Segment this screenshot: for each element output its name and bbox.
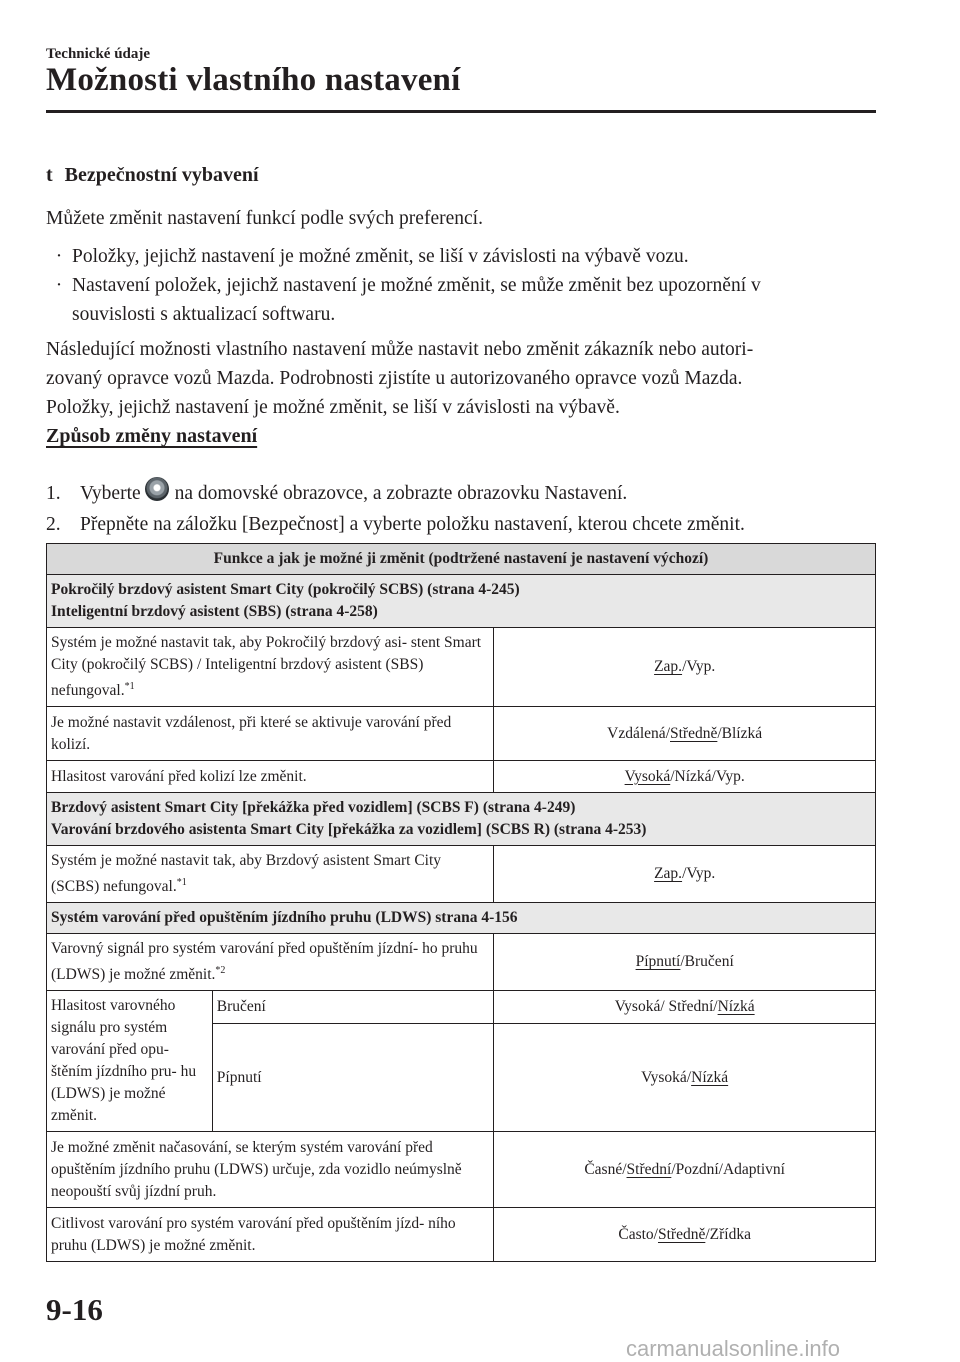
bullet-text: Nastavení položek, jejichž nastavení je možné změnit, se může změnit bez upozornění v souvislosti s aktualizací softwaru.	[72, 275, 761, 325]
section-label: Technické údaje	[46, 46, 151, 62]
setting-description: Citlivost varování pro systém varování před opuštěním jízd- ního pruhu (LDWS) je možné změnit.	[47, 1208, 494, 1262]
settings-table	[46, 543, 876, 1262]
section-marker: t	[46, 164, 53, 186]
page-number: 9-16	[46, 1292, 103, 1327]
setting-options: Vysoká/Nízká/Vyp.	[494, 761, 876, 793]
page-title: Možnosti vlastního nastavení	[46, 62, 461, 98]
table-row	[47, 991, 876, 1023]
table-header-row	[47, 544, 876, 575]
table-group-row: Brzdový asistent Smart City [překážka před vozidlem] (SCBS F) (strana 4-249) Varování brzdového asistenta Smart City [překážka za vozidlem] (SCBS R) (strana 4-253)	[47, 793, 876, 846]
signal-type-label: Pípnutí	[212, 1023, 494, 1132]
settings-gear-icon	[145, 477, 169, 501]
table-row	[47, 1208, 876, 1262]
watermark: carmanualsonline.info	[626, 1336, 841, 1361]
signal-type-label: Bručení	[212, 991, 494, 1023]
table-row	[47, 707, 876, 761]
step-item: 1. Vyberte na domovské obrazovce, a zobrazte obrazovku Nastavení.	[46, 478, 876, 509]
table-row	[47, 934, 876, 991]
setting-description: Hlasitost varovného signálu pro systém varování před opu- štěním jízdního pru- hu (LDWS) je možné změnit.	[47, 991, 213, 1132]
setting-options: Vysoká/Nízká	[494, 1023, 876, 1132]
paragraph-line: zovaný opravce vozů Mazda. Podrobnosti zjistíte u autorizovaného opravce vozů Mazda.	[46, 368, 743, 389]
setting-options: Vysoká/ Střední/Nízká	[494, 991, 876, 1023]
table-group-row: Systém varování před opuštěním jízdního pruhu (LDWS) strana 4-156	[47, 903, 876, 934]
table-header: Funkce a jak je možné ji změnit (podtržené nastavení je nastavení výchozí)	[47, 544, 876, 575]
table-row	[47, 761, 876, 793]
table-row	[47, 846, 876, 903]
table-row	[47, 1132, 876, 1208]
step-item: 2. Přepněte na záložku [Bezpečnost] a vyberte položku nastavení, kterou chcete změnit.	[46, 514, 745, 535]
paragraph-line: Následující možnosti vlastního nastavení může nastavit nebo změnit zákazník nebo autori-	[46, 339, 754, 360]
setting-options: Zap./Vyp.	[494, 628, 876, 707]
setting-options: Časné/Střední/Pozdní/Adaptivní	[494, 1132, 876, 1208]
setting-description: Varovný signál pro systém varování před opuštěním jízdní- ho pruhu (LDWS) je možné změnit.$^{*2}$	[47, 934, 494, 991]
bullet-item: · Nastavení položek, jejichž nastavení je možné změnit, se může změnit bez upozornění v souvislosti s aktualizací softwaru.	[46, 271, 876, 329]
bullet-text: Položky, jejichž nastavení je možné změnit, se liší v závislosti na výbavě vozu.	[72, 246, 689, 267]
bullet-list	[46, 242, 876, 329]
setting-description: Hlasitost varování před kolizí lze změnit.	[47, 761, 494, 793]
setting-options: Zap./Vyp.	[494, 846, 876, 903]
method-heading: Způsob změny nastavení	[46, 425, 258, 447]
intro-text: Můžete změnit nastavení funkcí podle svých preferencí.	[46, 208, 483, 229]
title-rule	[46, 110, 876, 113]
paragraph-line: Položky, jejichž nastavení je možné změnit, se liší v závislosti na výbavě.	[46, 397, 620, 418]
setting-description: Je možné změnit načasování, se kterým systém varování před opuštěním jízdního pruhu (LDWS) určuje, zda vozidlo neúmyslně neopouští svůj jízdní pruh.	[47, 1132, 494, 1208]
setting-options: Často/Středně/Zřídka	[494, 1208, 876, 1262]
setting-description: Je možné nastavit vzdálenost, při které se aktivuje varování před kolizí.	[47, 707, 494, 761]
steps-list	[46, 478, 876, 540]
setting-description: Systém je možné nastavit tak, aby Brzdový asistent Smart City (SCBS) nefungoval.$^{*1}$	[47, 846, 494, 903]
bullet-item: · Položky, jejichž nastavení je možné změnit, se liší v závislosti na výbavě vozu.	[46, 242, 876, 271]
table-group-row: Pokročilý brzdový asistent Smart City (pokročilý SCBS) (strana 4-245) Inteligentní brzdový asistent (SBS) (strana 4-258)	[47, 575, 876, 628]
setting-options: Pípnutí/Bručení	[494, 934, 876, 991]
table-row	[47, 628, 876, 707]
sub-heading-text: Bezpečnostní vybavení	[64, 164, 259, 186]
setting-description: Systém je možné nastavit tak, aby Pokročilý brzdový asi- stent Smart City (pokročilý SCBS) / Inteligentní brzdový asistent (SBS) nefungoval.$^{*1}$	[47, 628, 494, 707]
info-paragraph	[46, 335, 876, 422]
setting-options: Vzdálená/Středně/Blízká	[494, 707, 876, 761]
sub-heading	[46, 164, 259, 187]
